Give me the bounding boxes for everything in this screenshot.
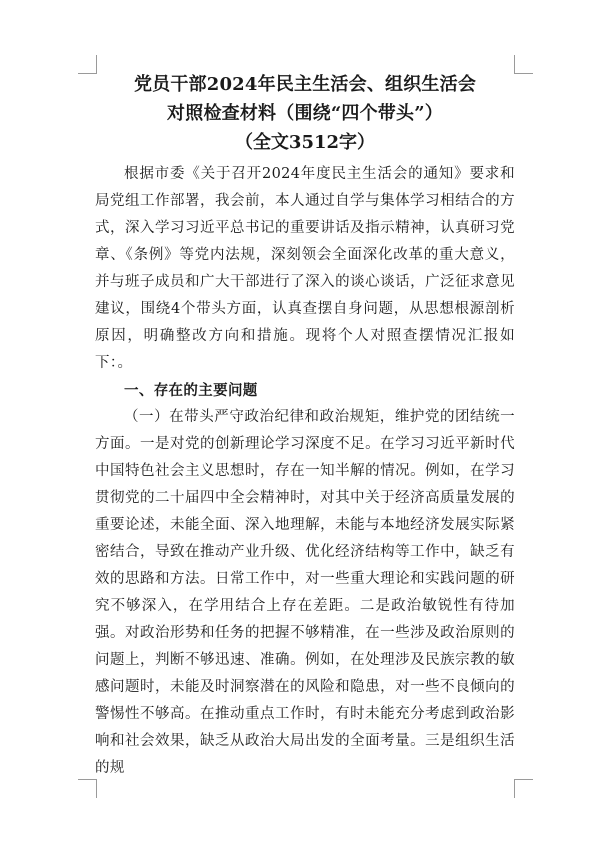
document-title-line2: 对照检查材料（围绕“四个带头”） xyxy=(167,103,443,124)
crop-mark-top-right xyxy=(514,55,533,74)
document-title-line1: 党员干部2024年民主生活会、组织生活会 xyxy=(133,74,477,95)
document-subtitle: （全文3512字） xyxy=(234,132,376,153)
document-body xyxy=(95,161,515,782)
intro-paragraph: 根据市委《关于召开2024年度民主生活会的通知》要求和局党组工作部署，我会前，本人通过自学与集体学习相结合的方式，深入学习习近平总书记的重要讲话及指示精神，认真研习党章、《条例》等党内法规，深刻领会全面深化改革的重大意义，并与班子成员和广大干部进行了深入的谈心谈话，广泛征求意见建议，围绕4个带头方面，认真查摆自身问题，从思想根源剖析原因，明确整改方向和措施。现将个人对照查摆情况汇报如下：。 xyxy=(95,166,515,371)
section-paragraph: （一）在带头严守政治纪律和政治规矩，维护党的团结统一方面。一是对党的创新理论学习深度不足。在学习习近平新时代中国特色社会主义思想时，存在一知半解的情况。例如，在学习贯彻党的二十届四中全会精神时，对其中关于经济高质量发展的重要论述，未能全面、深入地理解，未能与本地经济发展实际紧密结合，导致在推动产业升级、优化经济结构等工作中，缺乏有效的思路和方法。日常工作中，对一些重大理论和实践问题的研究不够深入，在学用结合上存在差距。二是政治敏锐性有待加强。对政治形势和任务的把握不够精准，在一些涉及政治原则的问题上，判断不够迅速、准确。例如，在处理涉及民族宗教的敏感问题时，未能及时洞察潜在的风险和隐患，对一些不良倾向的警惕性不够高。在推动重点工作时，有时未能充分考虑到政治影响和社会效果，缺乏从政治大局出发的全面考量。三是组织生活的规 xyxy=(95,409,515,776)
crop-mark-bottom-right xyxy=(514,779,533,798)
document-content xyxy=(95,70,515,782)
section-heading: 一、存在的主要问题 xyxy=(124,382,258,399)
